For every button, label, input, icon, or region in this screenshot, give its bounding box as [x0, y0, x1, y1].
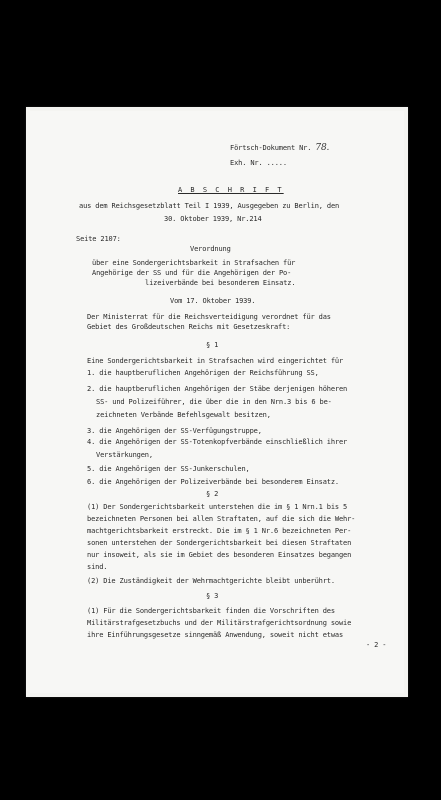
- para2-line-2: bezeichneten Personen bei allen Straftaten, auf die sich die Wehr-: [87, 515, 356, 523]
- section-3-heading: § 3: [206, 592, 219, 600]
- source-line-1: aus dem Reichsgesetzblatt Teil I 1939, Ausgegeben zu Berlin, den: [79, 202, 340, 210]
- para1-item-2b: SS- und Polizeiführer, die über die in den Nrn.3 bis 6 be-: [96, 398, 332, 406]
- para1-item-5: 5. die Angehörigen der SS-Junkerschulen,: [87, 465, 250, 473]
- para3-line-3: ihre Einführungsgesetze sinngemäß Anwendung, soweit nicht etwas: [87, 631, 344, 639]
- source-line-2: 30. Oktober 1939, Nr.214: [164, 215, 262, 223]
- preamble-line-1: Der Ministerrat für die Reichsverteidigung verordnet für das: [87, 313, 331, 321]
- page-number: - 2 -: [366, 641, 387, 649]
- para2-line-7: (2) Die Zuständigkeit der Wehrmachtgerichte bleibt unberührt.: [87, 577, 335, 585]
- para2-line-3: machtgerichtsbarkeit erstreckt. Die im § 1 Nr.6 bezeichneten Per-: [87, 527, 352, 535]
- para2-line-4: sonen unterstehen der Sondergerichtsbarkeit bei diesen Straftaten: [87, 539, 352, 547]
- para1-item-2c: zeichneten Verbände Befehlsgewalt besitzen,: [96, 411, 271, 419]
- document-sheet: [26, 107, 408, 697]
- para1-item-4a: 4. die Angehörigen der SS-Totenkopfverbände einschließlich ihrer: [87, 438, 348, 446]
- section-2-heading: § 2: [206, 490, 219, 498]
- doc-title: A B S C H R I F T: [178, 186, 284, 194]
- para1-item-4b: Verstärkungen,: [96, 451, 153, 459]
- heading-line-4: lizeiverbände bei besonderem Einsatz.: [145, 279, 296, 287]
- para2-line-1: (1) Der Sondergerichtsbarkeit unterstehen die im § 1 Nrn.1 bis 5: [87, 503, 348, 511]
- preamble-line-2: Gebiet des Großdeutschen Reichs mit Gesetzeskraft:: [87, 323, 291, 331]
- doc-label: Förtsch-Dokument Nr. 78.: [230, 143, 330, 153]
- heading-line-1: Verordnung: [190, 245, 231, 253]
- para3-line-2: Militärstrafgesetzbuchs und der Militärstrafgerichtsordnung sowie: [87, 619, 352, 627]
- para2-line-6: sind.: [87, 563, 108, 571]
- para2-line-5: nur insoweit, als sie im Gebiet des besonderen Einsatzes begangen: [87, 551, 352, 559]
- doc-number-handwritten: 78.: [315, 143, 330, 153]
- para1-item-1: 1. die hauptberuflichen Angehörigen der Reichsführung SS,: [87, 369, 319, 377]
- para1-item-2a: 2. die hauptberuflichen Angehörigen der Stäbe derjenigen höheren: [87, 385, 348, 393]
- heading-line-2: über eine Sondergerichtsbarkeit in Strafsachen für: [92, 259, 296, 267]
- section-1-heading: § 1: [206, 341, 219, 349]
- para1-item-3: 3. die Angehörigen der SS-Verfügungstruppe,: [87, 427, 262, 435]
- exh-label: Exh. Nr. .....: [230, 159, 287, 167]
- para1-intro: Eine Sondergerichtsbarkeit in Strafsachen wird eingerichtet für: [87, 357, 344, 365]
- heading-date: Vom 17. Oktober 1939.: [170, 297, 256, 305]
- document-page: [30, 111, 404, 693]
- heading-line-3: Angehörige der SS und für die Angehörigen der Po-: [92, 269, 292, 277]
- para1-item-6: 6. die Angehörigen der Polizeiverbände bei besonderem Einsatz.: [87, 478, 339, 486]
- para3-line-1: (1) Für die Sondergerichtsbarkeit finden die Vorschriften des: [87, 607, 335, 615]
- page-ref: Seite 2107:: [76, 235, 121, 243]
